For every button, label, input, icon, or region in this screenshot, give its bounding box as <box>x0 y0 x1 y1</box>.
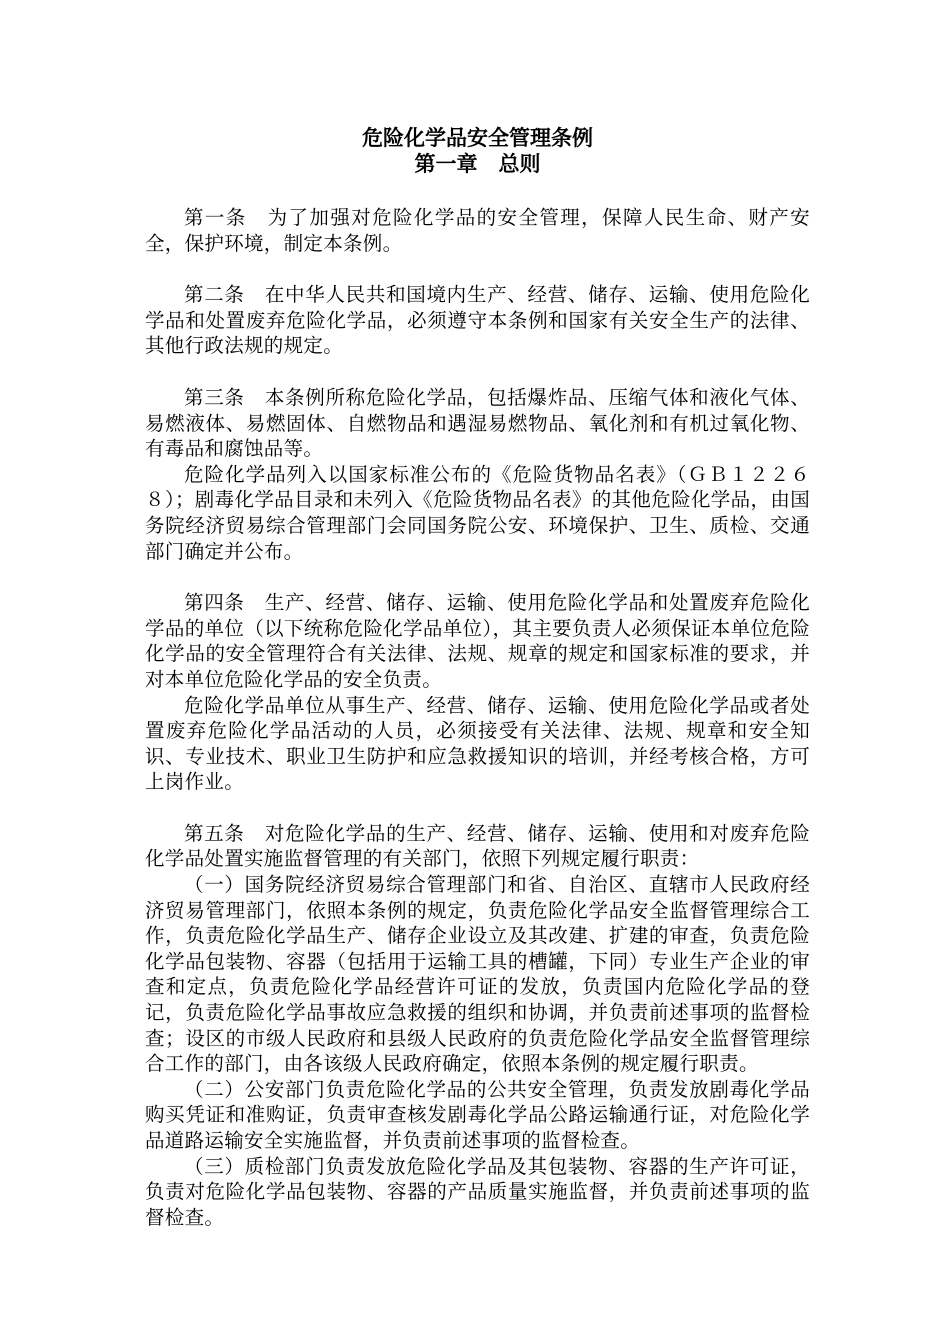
article-2 <box>145 282 810 359</box>
article-paragraph: 第四条 生产、经营、储存、运输、使用危险化学品和处置废弃危险化学品的单位（以下统称危险化学品单位），其主要负责人必须保证本单位危险化学品的安全管理符合有关法律、法规、规章的规定和国家标准的要求，并对本单位危险化学品的安全负责。 <box>145 591 810 691</box>
article-paragraph: （三）质检部门负责发放危险化学品及其包装物、容器的生产许可证，负责对危险化学品包装物、容器的产品质量实施监督，并负责前述事项的监督检查。 <box>145 1154 810 1229</box>
article-paragraph: 第二条 在中华人民共和国境内生产、经营、储存、运输、使用危险化学品和处置废弃危险化学品，必须遵守本条例和国家有关安全生产的法律、其他行政法规的规定。 <box>145 283 810 358</box>
article-paragraph: 危险化学品列入以国家标准公布的《危险货物品名表》（ＧＢ１２２６８）；剧毒化学品目录和未列入《危险货物品名表》的其他危险化学品，由国务院经济贸易综合管理部门会同国务院公安、环境保护、卫生、质检、交通部门确定并公布。 <box>145 462 810 563</box>
article-paragraph: 第一条 为了加强对危险化学品的安全管理，保障人民生命、财产安全，保护环境，制定本条例。 <box>145 206 810 255</box>
article-1 <box>145 205 810 256</box>
article-paragraph: 第三条 本条例所称危险化学品，包括爆炸品、压缩气体和液化气体、易燃液体、易燃固体、自燃物品和遇湿易燃物品、氧化剂和有机过氧化物、有毒品和腐蚀品等。 <box>145 385 810 461</box>
article-paragraph: 危险化学品单位从事生产、经营、储存、运输、使用危险化学品或者处置废弃危险化学品活动的人员，必须接受有关法律、法规、规章和安全知识、专业技术、职业卫生防护和应急救援知识的培训，并经考核合格，方可上岗作业。 <box>145 693 810 794</box>
article-paragraph: （二）公安部门负责危险化学品的公共安全管理，负责发放剧毒化学品购买凭证和准购证，负责审查核发剧毒化学品公路运输通行证，对危险化学品道路运输安全实施监督，并负责前述事项的监督检查。 <box>145 1077 810 1152</box>
article-4 <box>145 590 810 795</box>
document-page <box>145 125 810 1256</box>
article-paragraph: 第五条 对危险化学品的生产、经营、储存、运输、使用和对废弃危险化学品处置实施监督管理的有关部门，依照下列规定履行职责： <box>145 821 810 871</box>
article-3 <box>145 385 810 564</box>
chapter-heading: 第一章 总则 <box>414 151 541 176</box>
article-5 <box>145 821 810 1231</box>
article-paragraph: （一）国务院经济贸易综合管理部门和省、自治区、直辖市人民政府经济贸易管理部门，依照本条例的规定，负责危险化学品安全监督管理综合工作，负责危险化学品生产、储存企业设立及其改建、扩建的审查，负责危险化学品包装物、容器（包括用于运输工具的槽罐，下同）专业生产企业的审查和定点，负责危险化学品经营许可证的发放，负责国内危险化学品的登记，负责危险化学品事故应急救援的组织和协调，并负责前述事项的监督检查；设区的市级人民政府和县级人民政府的负责危险化学品安全监督管理综合工作的部门，由各该级人民政府确定，依照本条例的规定履行职责。 <box>145 873 810 1076</box>
document-title: 危险化学品安全管理条例 <box>362 125 593 150</box>
